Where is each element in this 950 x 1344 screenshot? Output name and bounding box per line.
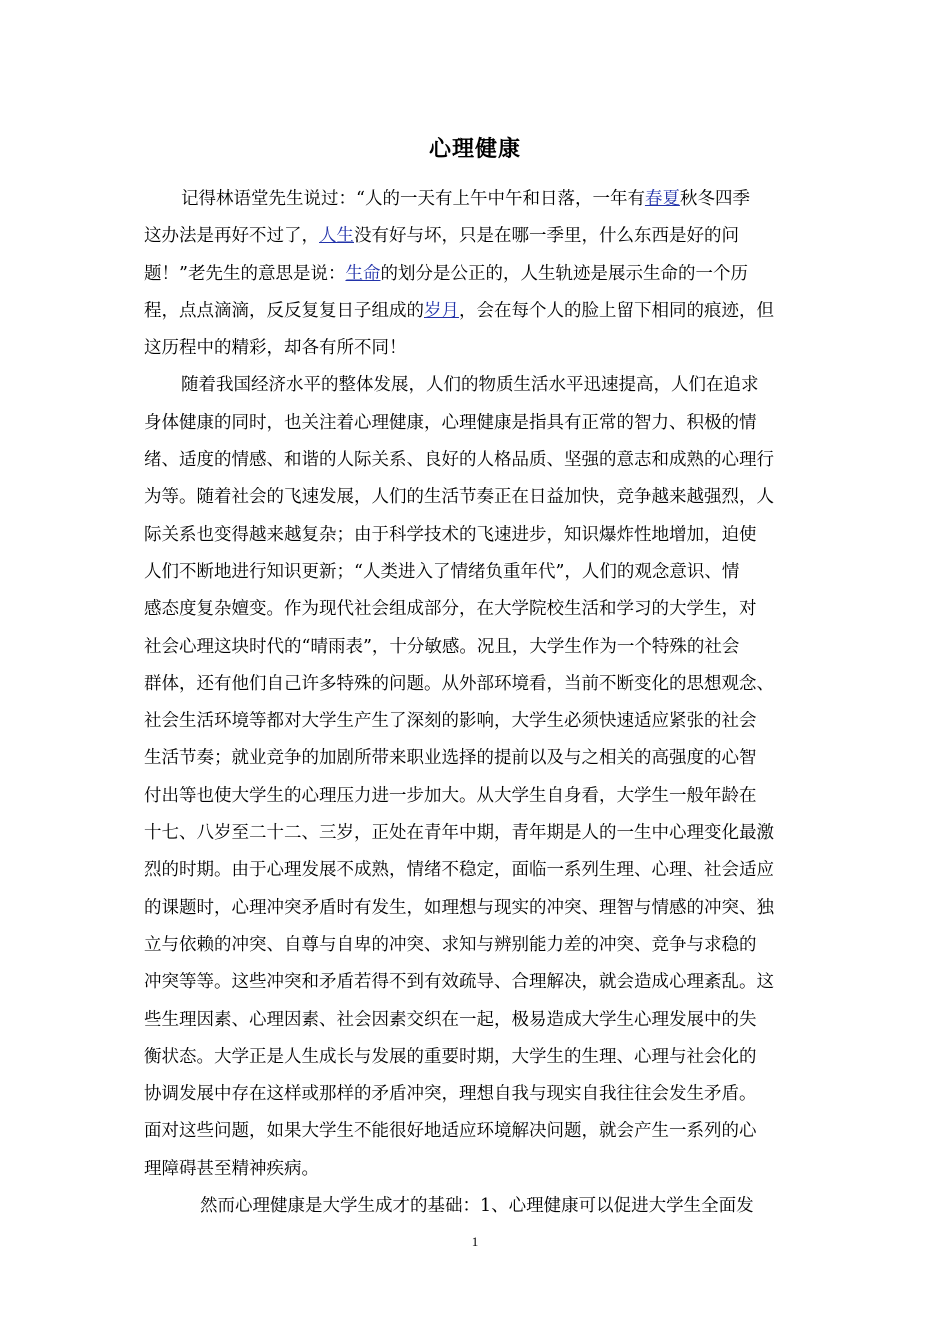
- text-run: 这办法是再好不过了，: [144, 226, 319, 247]
- text-run: 理障碍甚至精神疾病。: [144, 1158, 319, 1179]
- document-body: [144, 181, 808, 1225]
- text-run: 的划分是公正的，人生轨迹是展示生命的一个历: [380, 263, 748, 284]
- text-line: [144, 1002, 808, 1039]
- text-line: [144, 1039, 808, 1076]
- text-run: 衡状态。大学正是人生成长与发展的重要时期，大学生的生理、心理与社会化的: [144, 1046, 757, 1067]
- text-line: [144, 554, 808, 591]
- hyperlink[interactable]: 人生: [319, 226, 354, 247]
- text-run: 感态度复杂嬗变。作为现代社会组成部分，在大学院校生活和学习的大学生，对: [144, 599, 757, 620]
- paragraph: [144, 181, 808, 367]
- text-line: [144, 778, 808, 815]
- text-run: 些生理因素、心理因素、社会因素交织在一起，极易造成大学生心理发展中的失: [144, 1009, 757, 1030]
- text-line: [144, 740, 808, 777]
- text-run: 烈的时期。由于心理发展不成熟，情绪不稳定，面临一系列生理、心理、社会适应: [144, 860, 774, 881]
- text-run: 十七、八岁至二十二、三岁，正处在青年中期，青年期是人的一生中心理变化最激: [144, 823, 774, 844]
- text-run: 付出等也使大学生的心理压力进一步加大。从大学生自身看，大学生一般年龄在: [144, 785, 757, 806]
- text-run: ，会在每个人的脸上留下相同的痕迹，但: [459, 300, 774, 321]
- text-line: [144, 1076, 808, 1113]
- text-line: [144, 405, 808, 442]
- page-number: 1: [471, 1234, 479, 1249]
- text-line: [144, 591, 808, 628]
- text-line: [144, 293, 808, 330]
- text-line: [144, 256, 808, 293]
- text-run: 然而心理健康是大学生成才的基础：1、心理健康可以促进大学生全面发: [200, 1196, 754, 1217]
- text-run: 生活节奏；就业竞争的加剧所带来职业选择的提前以及与之相关的高强度的心智: [144, 748, 757, 769]
- text-run: 题！”老先生的意思是说：: [144, 263, 346, 284]
- text-line: [144, 927, 808, 964]
- text-line: [144, 181, 808, 218]
- hyperlink[interactable]: 生命: [345, 263, 381, 284]
- text-run: 的课题时，心理冲突矛盾时有发生，如理想与现实的冲突、理智与情感的冲突、独: [144, 897, 774, 918]
- text-line: [144, 367, 808, 404]
- paragraph: [144, 367, 808, 1188]
- text-run: 社会心理这块时代的“晴雨表”，十分敏感。况且，大学生作为一个特殊的社会: [144, 636, 740, 657]
- text-run: 冲突等等。这些冲突和矛盾若得不到有效疏导、合理解决，就会造成心理紊乱。这: [144, 972, 774, 993]
- text-line: [144, 218, 808, 255]
- text-line: [144, 1188, 808, 1225]
- text-run: 人们不断地进行知识更新；“人类进入了情绪负重年代”，人们的观念意识、情: [144, 561, 740, 582]
- text-line: [144, 890, 808, 927]
- text-run: 秋冬四季: [679, 189, 750, 209]
- text-run: 绪、适度的情感、和谐的人际关系、良好的人格品质、坚强的意志和成熟的心理行: [144, 450, 774, 471]
- text-run: 为等。随着社会的飞速发展，人们的生活节奏正在日益加快，竞争越来越强烈，人: [144, 487, 774, 508]
- text-line: [144, 815, 808, 852]
- hyperlink[interactable]: 春夏: [644, 189, 680, 209]
- text-run: 身体健康的同时，也关注着心理健康，心理健康是指具有正常的智力、积极的情: [144, 412, 757, 433]
- text-run: 程，点点滴滴，反反复复日子组成的: [144, 300, 424, 321]
- text-run: 群体，还有他们自己许多特殊的问题。从外部环境看，当前不断变化的思想观念、: [144, 673, 774, 694]
- text-line: [144, 479, 808, 516]
- text-line: [144, 629, 808, 666]
- text-run: 没有好与坏，只是在哪一季里，什么东西是好的问: [354, 226, 739, 247]
- text-line: [144, 852, 808, 889]
- page-title: 心理健康: [428, 137, 521, 162]
- text-run: 际关系也变得越来越复杂；由于科学技术的飞速进步，知识爆炸性地增加，迫使: [144, 524, 757, 545]
- text-line: [144, 442, 808, 479]
- text-run: 面对这些问题，如果大学生不能很好地适应环境解决问题，就会产生一系列的心: [144, 1121, 757, 1142]
- text-run: 协调发展中存在这样或那样的矛盾冲突，理想自我与现实自我往往会发生矛盾。: [144, 1084, 757, 1105]
- text-line: [144, 666, 808, 703]
- paragraph: [144, 1188, 808, 1225]
- text-line: [144, 964, 808, 1001]
- text-line: [144, 517, 808, 554]
- text-run: 随着我国经济水平的整体发展，人们的物质生活水平迅速提高，人们在追求: [181, 375, 759, 396]
- text-line: [144, 703, 808, 740]
- text-run: 记得林语堂先生说过：“人的一天有上午中午和日落，一年有: [181, 189, 645, 209]
- text-run: 这历程中的精彩，却各有所不同！: [144, 338, 407, 359]
- text-line: [144, 1151, 808, 1188]
- text-run: 立与依赖的冲突、自尊与自卑的冲突、求知与辨别能力差的冲突、竞争与求稳的: [144, 934, 757, 955]
- hyperlink[interactable]: 岁月: [424, 300, 459, 321]
- text-line: [144, 1113, 808, 1150]
- text-run: 社会生活环境等都对大学生产生了深刻的影响，大学生必须快速适应紧张的社会: [144, 711, 757, 732]
- text-line: [144, 330, 808, 367]
